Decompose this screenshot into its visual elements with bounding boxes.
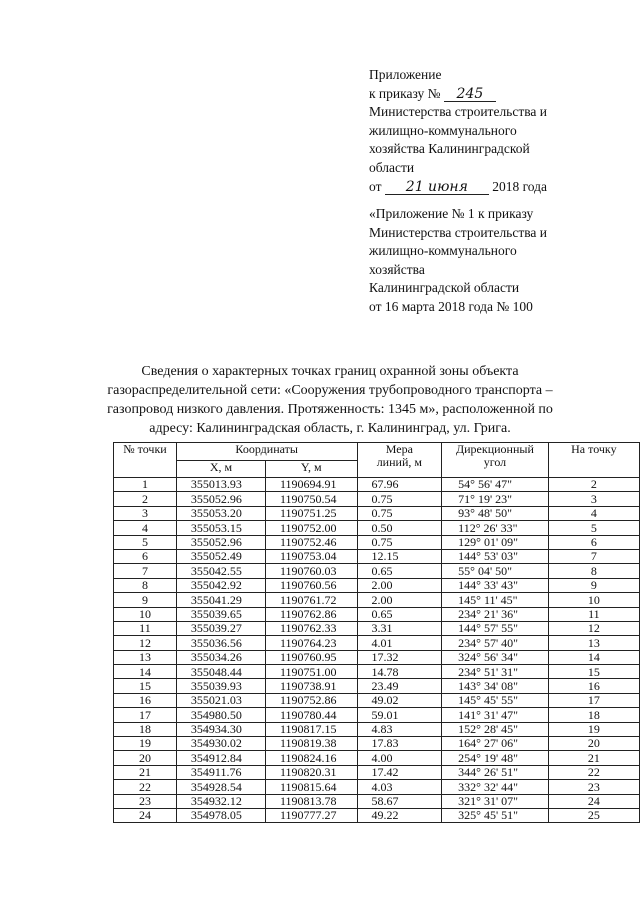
y-cell: 1190780.44 bbox=[266, 708, 358, 722]
point-cell: 11 bbox=[114, 621, 177, 635]
to-point-cell: 12 bbox=[548, 621, 639, 635]
table-row bbox=[114, 708, 640, 722]
y-cell: 1190751.00 bbox=[266, 665, 358, 679]
to-point-cell: 14 bbox=[548, 650, 639, 664]
header-date-prefix: от bbox=[369, 178, 382, 194]
y-cell: 1190819.38 bbox=[266, 737, 358, 751]
x-cell: 355052.49 bbox=[176, 549, 265, 563]
length-cell: 23.49 bbox=[357, 679, 442, 693]
y-cell: 1190738.91 bbox=[266, 679, 358, 693]
title-line4: адресу: Калининградская область, г. Калининград, ул. Грига. bbox=[149, 421, 511, 436]
to-point-cell: 20 bbox=[548, 737, 639, 751]
point-cell: 17 bbox=[114, 708, 177, 722]
length-cell: 49.22 bbox=[357, 808, 442, 822]
angle-cell: 71° 19' 23" bbox=[442, 492, 549, 506]
x-cell: 355034.26 bbox=[176, 650, 265, 664]
point-cell: 10 bbox=[114, 607, 177, 621]
header-order-line bbox=[369, 85, 547, 104]
length-cell: 0.75 bbox=[357, 492, 442, 506]
length-cell: 3.31 bbox=[357, 621, 442, 635]
angle-cell: 152° 28' 45" bbox=[442, 722, 549, 736]
angle-cell: 164° 27' 06" bbox=[442, 737, 549, 751]
x-cell: 355021.03 bbox=[176, 693, 265, 707]
order-header bbox=[369, 66, 547, 196]
length-cell: 49.02 bbox=[357, 693, 442, 707]
angle-cell: 234° 51' 31" bbox=[442, 665, 549, 679]
x-cell: 355039.65 bbox=[176, 607, 265, 621]
col-header-coords: Координаты bbox=[176, 443, 357, 461]
to-point-cell: 24 bbox=[548, 794, 639, 808]
header-date-line bbox=[369, 178, 547, 197]
x-cell: 355013.93 bbox=[176, 478, 265, 492]
y-cell: 1190813.78 bbox=[266, 794, 358, 808]
x-cell: 354928.54 bbox=[176, 780, 265, 794]
point-cell: 16 bbox=[114, 693, 177, 707]
y-cell: 1190777.27 bbox=[266, 808, 358, 822]
x-cell: 354934.30 bbox=[176, 722, 265, 736]
header-line3: Министерства строительства и bbox=[369, 104, 548, 120]
table-row bbox=[114, 549, 640, 563]
x-cell: 355052.96 bbox=[176, 492, 265, 506]
length-cell: 0.65 bbox=[357, 607, 442, 621]
table-row bbox=[114, 765, 640, 779]
col-header-x: X, м bbox=[176, 460, 265, 478]
table-row bbox=[114, 521, 640, 535]
point-cell: 22 bbox=[114, 780, 177, 794]
length-cell: 0.75 bbox=[357, 535, 442, 549]
x-cell: 354978.05 bbox=[176, 808, 265, 822]
x-cell: 354932.12 bbox=[176, 794, 265, 808]
length-cell: 2.00 bbox=[357, 578, 442, 592]
col-header-y: Y, м bbox=[266, 460, 358, 478]
point-cell: 20 bbox=[114, 751, 177, 765]
length-cell: 0.65 bbox=[357, 564, 442, 578]
y-cell: 1190753.04 bbox=[266, 549, 358, 563]
table-row bbox=[114, 492, 640, 506]
col-header-length-2: линий, м bbox=[376, 454, 422, 469]
angle-cell: 344° 26' 51" bbox=[442, 765, 549, 779]
angle-cell: 325° 45' 51" bbox=[442, 808, 549, 822]
to-point-cell: 10 bbox=[548, 593, 639, 607]
col-header-point: № точки bbox=[114, 443, 177, 478]
length-cell: 59.01 bbox=[357, 708, 442, 722]
y-cell: 1190760.56 bbox=[266, 578, 358, 592]
to-point-cell: 11 bbox=[548, 607, 639, 621]
y-cell: 1190760.03 bbox=[266, 564, 358, 578]
coordinates-table bbox=[113, 442, 640, 823]
length-cell: 67.96 bbox=[357, 478, 442, 492]
length-cell: 0.75 bbox=[357, 506, 442, 520]
angle-cell: 144° 57' 55" bbox=[442, 621, 549, 635]
col-header-angle-2: угол bbox=[483, 454, 507, 469]
x-cell: 355039.93 bbox=[176, 679, 265, 693]
length-cell: 17.32 bbox=[357, 650, 442, 664]
header-line5: хозяйства Калининградской bbox=[369, 141, 530, 157]
table-row bbox=[114, 794, 640, 808]
header-line4: жилищно-коммунального bbox=[369, 122, 517, 138]
x-cell: 354912.84 bbox=[176, 751, 265, 765]
table-row bbox=[114, 751, 640, 765]
table-row bbox=[114, 578, 640, 592]
to-point-cell: 4 bbox=[548, 506, 639, 520]
angle-cell: 55° 04' 50" bbox=[442, 564, 549, 578]
header-order-prefix: к приказу № bbox=[369, 85, 441, 101]
length-cell: 4.83 bbox=[357, 722, 442, 736]
y-cell: 1190752.46 bbox=[266, 535, 358, 549]
document-title bbox=[70, 362, 590, 438]
table-row bbox=[114, 679, 640, 693]
y-cell: 1190820.31 bbox=[266, 765, 358, 779]
y-cell: 1190760.95 bbox=[266, 650, 358, 664]
table-row bbox=[114, 693, 640, 707]
y-cell: 1190815.64 bbox=[266, 780, 358, 794]
point-cell: 15 bbox=[114, 679, 177, 693]
point-cell: 3 bbox=[114, 506, 177, 520]
angle-cell: 324° 56' 34" bbox=[442, 650, 549, 664]
x-cell: 355052.96 bbox=[176, 535, 265, 549]
appendix-line6: от 16 марта 2018 года № 100 bbox=[369, 298, 533, 314]
length-cell: 4.00 bbox=[357, 751, 442, 765]
to-point-cell: 22 bbox=[548, 765, 639, 779]
x-cell: 355039.27 bbox=[176, 621, 265, 635]
to-point-cell: 18 bbox=[548, 708, 639, 722]
point-cell: 23 bbox=[114, 794, 177, 808]
title-line1: Сведения о характерных точках границ охранной зоны объекта bbox=[141, 364, 519, 379]
angle-cell: 141° 31' 47" bbox=[442, 708, 549, 722]
to-point-cell: 25 bbox=[548, 808, 639, 822]
x-cell: 355053.15 bbox=[176, 521, 265, 535]
x-cell: 354980.50 bbox=[176, 708, 265, 722]
appendix-line2: Министерства строительства и bbox=[369, 224, 548, 240]
y-cell: 1190752.86 bbox=[266, 693, 358, 707]
angle-cell: 332° 32' 44" bbox=[442, 780, 549, 794]
title-line3: газопровод низкого давления. Протяженность: 1345 м», расположенной по bbox=[107, 402, 553, 417]
x-cell: 354930.02 bbox=[176, 737, 265, 751]
point-cell: 13 bbox=[114, 650, 177, 664]
y-cell: 1190762.86 bbox=[266, 607, 358, 621]
point-cell: 7 bbox=[114, 564, 177, 578]
appendix-line3: жилищно-коммунального bbox=[369, 243, 517, 259]
point-cell: 14 bbox=[114, 665, 177, 679]
y-cell: 1190761.72 bbox=[266, 593, 358, 607]
point-cell: 2 bbox=[114, 492, 177, 506]
table-row bbox=[114, 506, 640, 520]
y-cell: 1190750.54 bbox=[266, 492, 358, 506]
y-cell: 1190752.00 bbox=[266, 521, 358, 535]
length-cell: 4.01 bbox=[357, 636, 442, 650]
angle-cell: 234° 21' 36" bbox=[442, 607, 549, 621]
angle-cell: 145° 45' 55" bbox=[442, 693, 549, 707]
appendix-line5: Калининградской области bbox=[369, 280, 520, 296]
point-cell: 12 bbox=[114, 636, 177, 650]
length-cell: 0.50 bbox=[357, 521, 442, 535]
point-cell: 24 bbox=[114, 808, 177, 822]
to-point-cell: 19 bbox=[548, 722, 639, 736]
col-header-to-point: На точку bbox=[548, 443, 639, 478]
length-cell: 12.15 bbox=[357, 549, 442, 563]
x-cell: 355048.44 bbox=[176, 665, 265, 679]
appendix-line1: «Приложение № 1 к приказу bbox=[369, 206, 534, 221]
table-row bbox=[114, 535, 640, 549]
to-point-cell: 2 bbox=[548, 478, 639, 492]
table-row bbox=[114, 564, 640, 578]
angle-cell: 112° 26' 33" bbox=[442, 521, 549, 535]
point-cell: 19 bbox=[114, 737, 177, 751]
col-header-length-1: Мера bbox=[385, 442, 413, 456]
angle-cell: 145° 11' 45" bbox=[442, 593, 549, 607]
point-cell: 9 bbox=[114, 593, 177, 607]
length-cell: 58.67 bbox=[357, 794, 442, 808]
angle-cell: 234° 57' 40" bbox=[442, 636, 549, 650]
table-row bbox=[114, 478, 640, 492]
point-cell: 18 bbox=[114, 722, 177, 736]
table-row bbox=[114, 593, 640, 607]
to-point-cell: 17 bbox=[548, 693, 639, 707]
to-point-cell: 21 bbox=[548, 751, 639, 765]
col-header-length bbox=[357, 443, 442, 478]
angle-cell: 254° 19' 48" bbox=[442, 751, 549, 765]
x-cell: 354911.76 bbox=[176, 765, 265, 779]
angle-cell: 144° 53' 03" bbox=[442, 549, 549, 563]
x-cell: 355042.92 bbox=[176, 578, 265, 592]
table-body bbox=[114, 478, 640, 823]
angle-cell: 54° 56' 47" bbox=[442, 478, 549, 492]
appendix-reference bbox=[369, 205, 547, 317]
table-row bbox=[114, 737, 640, 751]
table-row bbox=[114, 650, 640, 664]
to-point-cell: 16 bbox=[548, 679, 639, 693]
y-cell: 1190764.23 bbox=[266, 636, 358, 650]
table-row bbox=[114, 722, 640, 736]
point-cell: 8 bbox=[114, 578, 177, 592]
angle-cell: 144° 33' 43" bbox=[442, 578, 549, 592]
angle-cell: 321° 31' 07" bbox=[442, 794, 549, 808]
to-point-cell: 6 bbox=[548, 535, 639, 549]
point-cell: 6 bbox=[114, 549, 177, 563]
header-date-suffix: 2018 года bbox=[492, 178, 548, 194]
to-point-cell: 15 bbox=[548, 665, 639, 679]
length-cell: 2.00 bbox=[357, 593, 442, 607]
table-row bbox=[114, 621, 640, 635]
angle-cell: 93° 48' 50" bbox=[442, 506, 549, 520]
angle-cell: 143° 34' 08" bbox=[442, 679, 549, 693]
y-cell: 1190751.25 bbox=[266, 506, 358, 520]
point-cell: 5 bbox=[114, 535, 177, 549]
header-line1: Приложение bbox=[369, 67, 442, 82]
length-cell: 17.83 bbox=[357, 737, 442, 751]
to-point-cell: 23 bbox=[548, 780, 639, 794]
to-point-cell: 13 bbox=[548, 636, 639, 650]
to-point-cell: 5 bbox=[548, 521, 639, 535]
y-cell: 1190694.91 bbox=[266, 478, 358, 492]
header-line6: области bbox=[369, 159, 415, 175]
x-cell: 355042.55 bbox=[176, 564, 265, 578]
y-cell: 1190762.33 bbox=[266, 621, 358, 635]
point-cell: 1 bbox=[114, 478, 177, 492]
y-cell: 1190824.16 bbox=[266, 751, 358, 765]
angle-cell: 129° 01' 09" bbox=[442, 535, 549, 549]
length-cell: 17.42 bbox=[357, 765, 442, 779]
table-row bbox=[114, 607, 640, 621]
to-point-cell: 3 bbox=[548, 492, 639, 506]
title-line2: газораспределительной сети: «Сооружения трубопроводного транспорта – bbox=[107, 383, 553, 398]
length-cell: 14.78 bbox=[357, 665, 442, 679]
table-row bbox=[114, 808, 640, 822]
x-cell: 355053.20 bbox=[176, 506, 265, 520]
col-header-angle bbox=[442, 443, 549, 478]
date-handwritten: 21 июня bbox=[385, 180, 489, 195]
x-cell: 355036.56 bbox=[176, 636, 265, 650]
length-cell: 4.03 bbox=[357, 780, 442, 794]
y-cell: 1190817.15 bbox=[266, 722, 358, 736]
to-point-cell: 7 bbox=[548, 549, 639, 563]
point-cell: 21 bbox=[114, 765, 177, 779]
x-cell: 355041.29 bbox=[176, 593, 265, 607]
col-header-angle-1: Дирекционный bbox=[455, 442, 534, 456]
table-row bbox=[114, 780, 640, 794]
to-point-cell: 9 bbox=[548, 578, 639, 592]
order-number-handwritten: 245 bbox=[444, 87, 496, 102]
appendix-line4: хозяйства bbox=[369, 261, 425, 277]
point-cell: 4 bbox=[114, 521, 177, 535]
table-row bbox=[114, 665, 640, 679]
table-row bbox=[114, 636, 640, 650]
to-point-cell: 8 bbox=[548, 564, 639, 578]
